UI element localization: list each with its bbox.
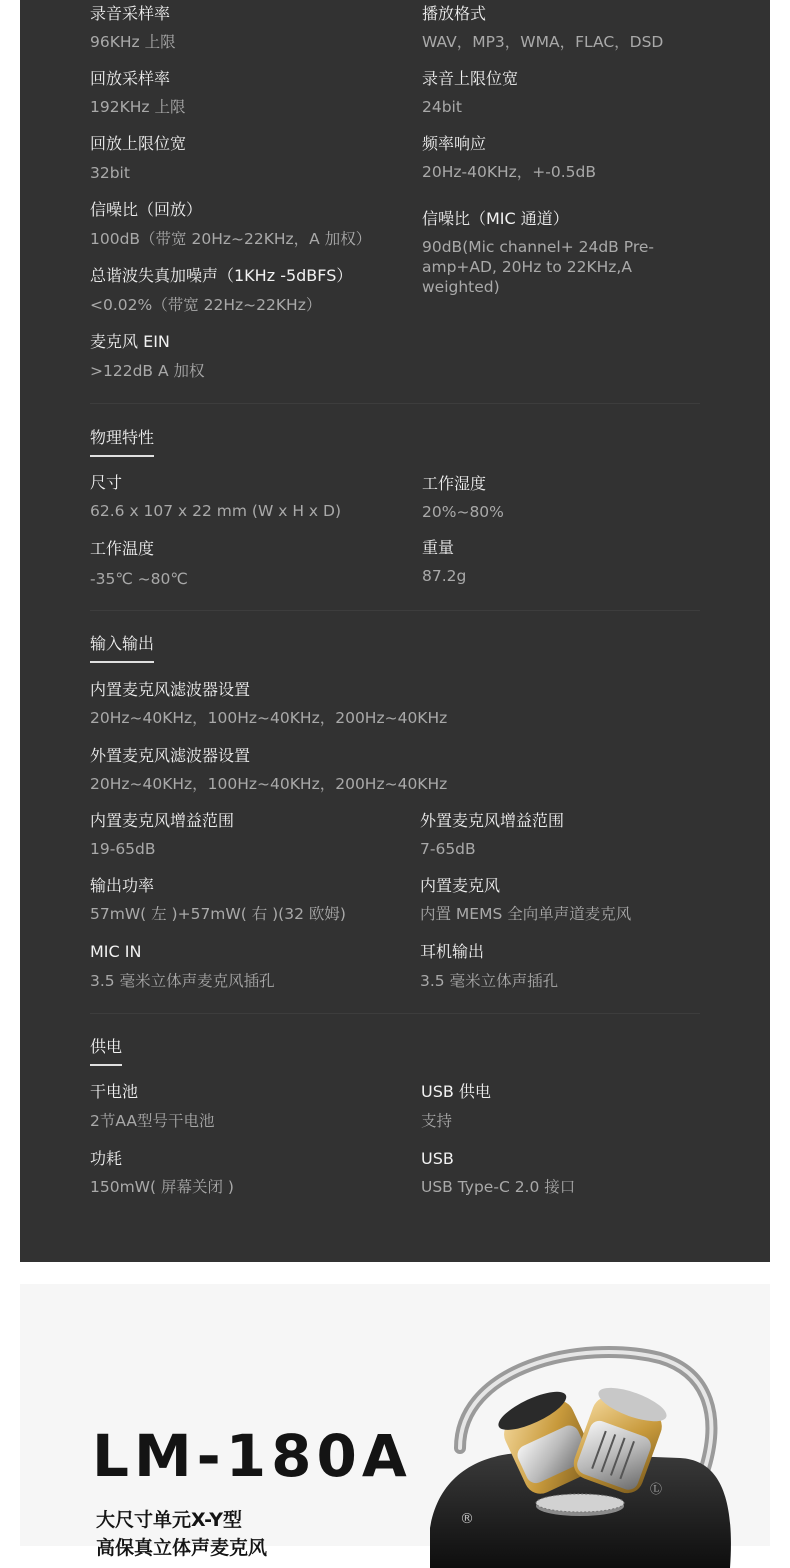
int-mic-filter-label: 内置麦克风滤波器设置 (90, 680, 251, 699)
battery-label: 干电池 (90, 1082, 139, 1101)
headphone-out-label: 耳机输出 (420, 942, 485, 961)
product-subtitle-line2: 高保真立体声麦克风 (96, 1537, 268, 1559)
mic-right-mark: Ⓛ (650, 1482, 663, 1496)
usb-value: USB Type-C 2.0 接口 (421, 1178, 576, 1196)
snr-playback-label: 信噪比（回放） (90, 200, 203, 219)
usb-power-label: USB 供电 (421, 1082, 491, 1101)
consumption-value: 150mW( 屏幕关闭 ) (90, 1178, 234, 1196)
snr-playback-value: 100dB（带宽 20Hz~22KHz，A 加权） (90, 230, 372, 248)
play-bit-depth-value: 32bit (90, 164, 130, 182)
section-divider (90, 1013, 700, 1014)
product-subtitle-line1: 大尺寸单元X-Y型 (96, 1509, 242, 1531)
product-subtitle (96, 1506, 267, 1562)
weight-value: 87.2g (422, 567, 467, 585)
weight-label: 重量 (422, 538, 455, 557)
rec-sample-rate-label: 录音采样率 (90, 4, 171, 23)
physical-section-title: 物理特性 (90, 427, 154, 457)
section-divider (90, 610, 700, 611)
play-bit-depth-label: 回放上限位宽 (90, 134, 187, 153)
headphone-out-value: 3.5 毫米立体声插孔 (420, 972, 559, 990)
rec-bit-depth-value: 24bit (422, 98, 462, 116)
output-power-value: 57mW( 左 )+57mW( 右 )(32 欧姆) (90, 905, 346, 923)
size-label: 尺寸 (90, 473, 123, 492)
ext-mic-gain-value: 7-65dB (420, 840, 476, 858)
playback-format-value: WAV，MP3，WMA，FLAC，DSD (422, 33, 664, 51)
int-mic-gain-label: 内置麦克风增益范围 (90, 811, 235, 830)
temperature-label: 工作温度 (90, 539, 155, 558)
io-section-title: 输入输出 (90, 633, 154, 663)
section-divider (90, 403, 700, 404)
product-banner (20, 1284, 770, 1559)
ext-mic-filter-value: 20Hz~40KHz，100Hz~40KHz，200Hz~40KHz (90, 775, 448, 793)
play-sample-rate-value: 192KHz 上限 (90, 98, 186, 116)
mic-ein-value: >122dB A 加权 (90, 362, 205, 380)
playback-format-label: 播放格式 (422, 4, 487, 23)
play-sample-rate-label: 回放采样率 (90, 69, 171, 88)
mic-in-label: MIC IN (90, 942, 142, 961)
humidity-value: 20%~80% (422, 503, 504, 521)
freq-response-value: 20Hz-40KHz，+-0.5dB (422, 163, 596, 181)
rec-bit-depth-label: 录音上限位宽 (422, 69, 519, 88)
product-name: LM-180A (92, 1422, 412, 1490)
snr-mic-label: 信噪比（MIC 通道） (422, 209, 569, 228)
usb-power-value: 支持 (421, 1112, 453, 1130)
consumption-label: 功耗 (90, 1149, 123, 1168)
freq-response-label: 频率响应 (422, 134, 487, 153)
rec-sample-rate-value: 96KHz 上限 (90, 33, 176, 51)
output-power-label: 输出功率 (90, 876, 155, 895)
thd-label: 总谐波失真加噪声（1KHz -5dBFS） (90, 266, 353, 285)
int-mic-value: 内置 MEMS 全向单声道麦克风 (420, 905, 632, 923)
thd-value: <0.02%（带宽 22Hz~22KHz） (90, 296, 322, 314)
mic-in-value: 3.5 毫米立体声麦克风插孔 (90, 972, 275, 990)
microphone-capsule-image (420, 1328, 740, 1568)
size-value: 62.6 x 107 x 22 mm (W x H x D) (90, 502, 341, 520)
snr-mic-value: 90dB(Mic channel+ 24dB Pre-amp+AD, 20Hz to 22KHz,A weighted) (422, 238, 654, 296)
battery-value: 2节AA型号干电池 (90, 1112, 215, 1130)
int-mic-label: 内置麦克风 (420, 876, 501, 895)
mic-left-mark: ® (460, 1511, 474, 1527)
power-section-title: 供电 (90, 1036, 122, 1066)
temperature-value: -35℃ ~80℃ (90, 570, 188, 588)
ext-mic-filter-label: 外置麦克风滤波器设置 (90, 746, 251, 765)
ext-mic-gain-label: 外置麦克风增益范围 (420, 811, 565, 830)
usb-label: USB (421, 1149, 454, 1168)
int-mic-gain-value: 19-65dB (90, 840, 156, 858)
mic-ein-label: 麦克风 EIN (90, 332, 170, 351)
spec-panel (20, 0, 770, 1262)
humidity-label: 工作湿度 (422, 474, 487, 493)
int-mic-filter-value: 20Hz~40KHz，100Hz~40KHz，200Hz~40KHz (90, 709, 448, 727)
